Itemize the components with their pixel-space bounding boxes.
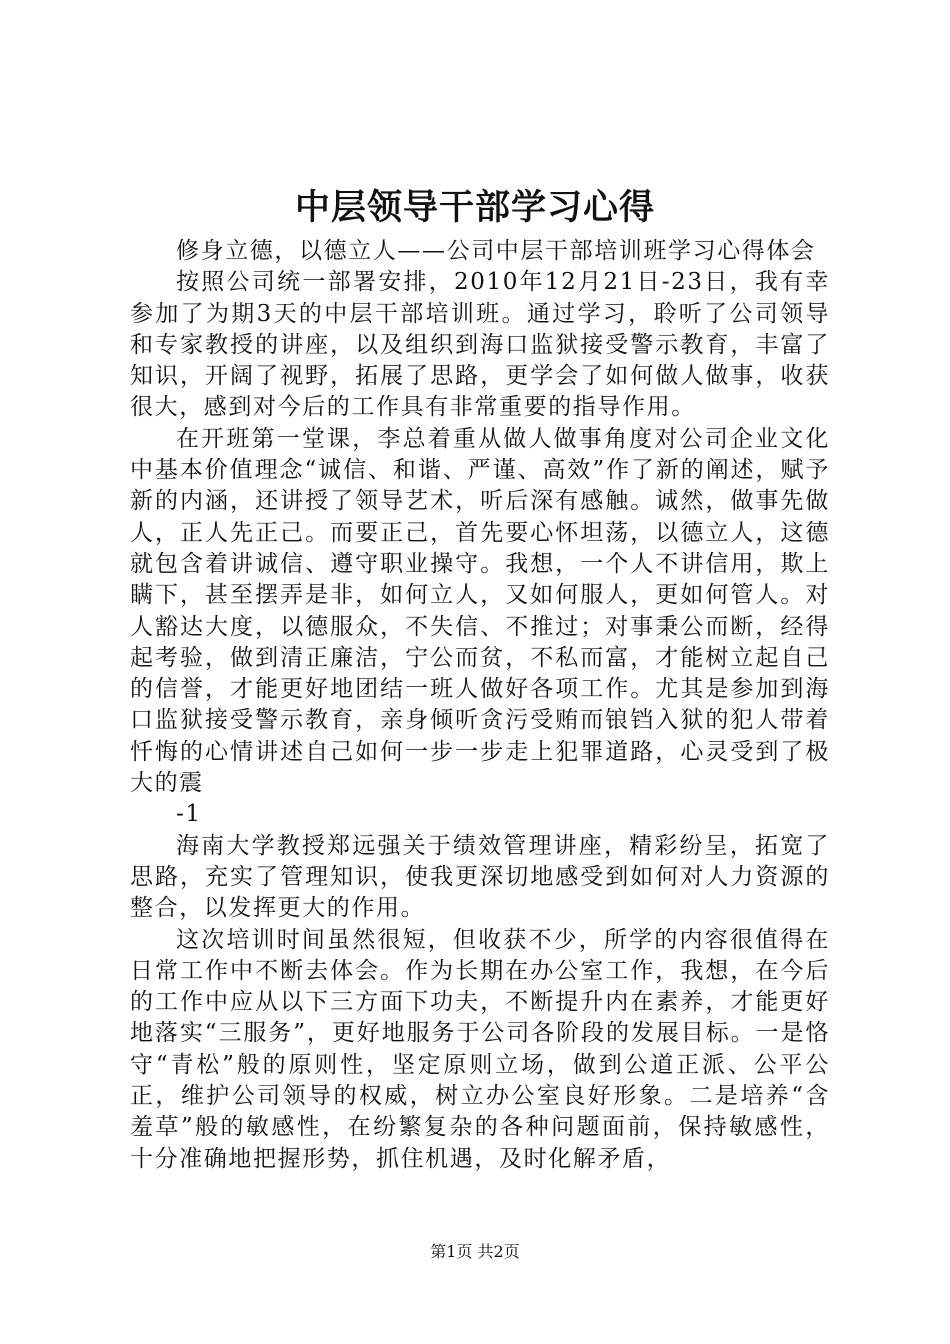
document-title: 中层领导干部学习心得 xyxy=(294,187,655,228)
document-body xyxy=(130,236,830,1175)
page-marker: -1 xyxy=(176,801,202,828)
subtitle-paragraph: 修身立德，以德立人——公司中层干部培训班学习心得体会 xyxy=(176,238,816,264)
body-paragraph: 按照公司统一部署安排，2010年12月21日-23日，我有幸参加了为期3天的中层干部培训班。通过学习，聆听了公司领导和专家教授的讲座，以及组织到海口监狱接受警示教育，丰富了知识，开阔了视野，拓展了思路，更学会了如何做人做事，收获很大，感到对今后的工作具有非常重要的指导作用。 xyxy=(130,269,830,421)
page-footer: 第1页 共2页 xyxy=(430,1242,520,1261)
body-paragraph: 海南大学教授郑远强关于绩效管理讲座，精彩纷呈，拓宽了思路，充实了管理知识，使我更深切地感受到如何对人力资源的整合，以发挥更大的作用。 xyxy=(130,832,830,922)
body-paragraph: 这次培训时间虽然很短，但收获不少，所学的内容很值得在日常工作中不断去体会。作为长期在办公室工作，我想，在今后的工作中应从以下三方面下功夫，不断提升内在素养，才能更好地落实“三服务”，更好地服务于公司各阶段的发展目标。一是恪守“青松”般的原则性，坚定原则立场，做到公道正派、公平公正，维护公司领导的权威，树立办公室良好形象。二是培养“含羞草”般的敏感性，在纷繁复杂的各种问题面前，保持敏感性，十分准确地把握形势，抓住机遇，及时化解矛盾， xyxy=(130,926,830,1172)
body-paragraph: 在开班第一堂课，李总着重从做人做事角度对公司企业文化中基本价值理念“诚信、和谐、严谨、高效”作了新的阐述，赋予新的内涵，还讲授了领导艺术，听后深有感触。诚然，做事先做人，正人先正己。而要正己，首先要心怀坦荡，以德立人，这德就包含着讲诚信、遵守职业操守。我想，一个人不讲信用，欺上瞒下，甚至摆弄是非，如何立人，又如何服人，更如何管人。对人豁达大度，以德服众，不失信、不推过；对事秉公而断，经得起考验，做到清正廉洁，宁公而贫，不私而富，才能树立起自己的信誉，才能更好地团结一班人做好各项工作。尤其是参加到海口监狱接受警示教育，亲身倾听贪污受贿而锒铛入狱的犯人带着忏悔的心情讲述自己如何一步一步走上犯罪道路，心灵受到了极大的震 xyxy=(130,425,830,797)
